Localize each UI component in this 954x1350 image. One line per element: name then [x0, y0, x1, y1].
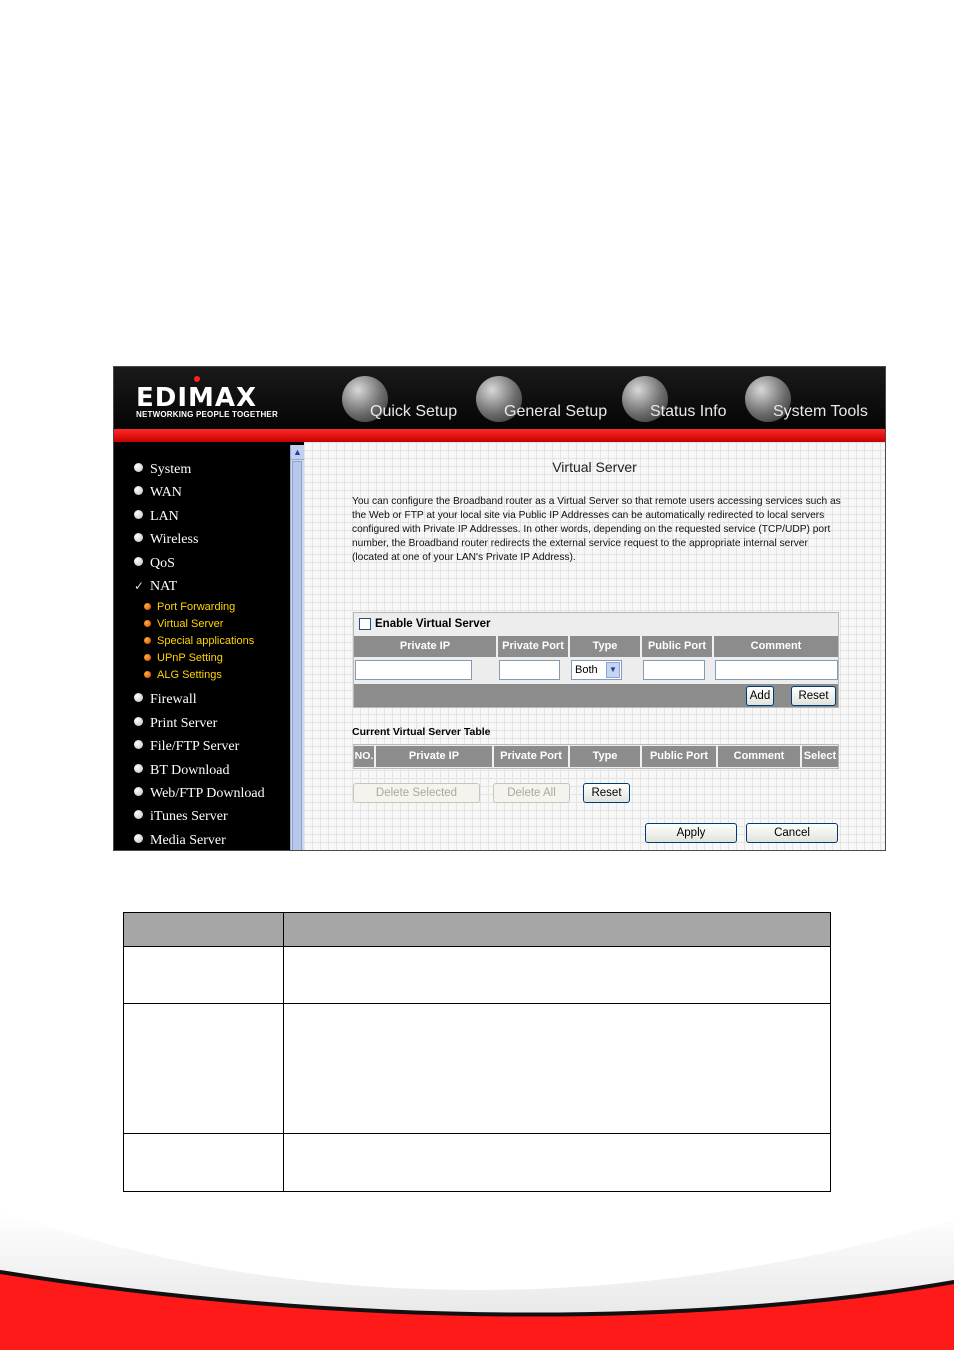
public-port-input[interactable] — [643, 660, 705, 680]
delete-all-button[interactable]: Delete All — [493, 783, 570, 803]
page-title: Virtual Server — [552, 459, 637, 475]
sidebar-item-web-ftp-download[interactable] — [134, 786, 265, 802]
add-button[interactable]: Add — [746, 686, 774, 706]
type-select-value: Both — [575, 664, 598, 676]
col-select: Select — [802, 746, 838, 767]
sidebar-item-lan[interactable] — [134, 509, 179, 525]
sidebar-item-file-ftp-server[interactable] — [134, 739, 239, 755]
enable-virtual-server-checkbox[interactable] — [359, 618, 371, 630]
col-type: Type — [570, 746, 642, 767]
sidebar-item-wireless[interactable] — [134, 532, 198, 548]
bullet-icon — [134, 764, 143, 773]
sidebar-item-wan[interactable] — [134, 485, 182, 501]
nav-general-setup-label: General Setup — [504, 403, 608, 420]
table-reset-button[interactable]: Reset — [583, 783, 630, 803]
bullet-icon — [134, 510, 143, 519]
current-table-title: Current Virtual Server Table — [352, 726, 491, 738]
col-private-port: Private Port — [498, 636, 570, 657]
row-divider — [124, 1003, 830, 1004]
sidebar-item-label: WAN — [150, 485, 182, 500]
sidebar-item-nat[interactable] — [134, 579, 177, 595]
col-type: Type — [570, 636, 642, 657]
sidebar-subitem-label: Special applications — [157, 635, 255, 647]
row-divider — [124, 1133, 830, 1134]
sidebar-subitem-alg-settings[interactable] — [144, 669, 222, 681]
delete-selected-button[interactable]: Delete Selected — [353, 783, 480, 803]
sidebar-item-label: Web/FTP Download — [150, 786, 265, 801]
sidebar-subitem-label: Port Forwarding — [157, 601, 236, 613]
bullet-icon — [134, 557, 143, 566]
apply-button[interactable]: Apply — [645, 823, 737, 843]
col-private-ip: Private IP — [376, 746, 494, 767]
cancel-button[interactable]: Cancel — [746, 823, 838, 843]
bullet-icon — [144, 603, 151, 610]
header-red-stripe — [114, 429, 885, 442]
private-ip-input[interactable] — [355, 660, 472, 680]
column-divider — [283, 913, 284, 1191]
form-reset-button[interactable]: Reset — [791, 686, 836, 706]
bullet-icon — [134, 486, 143, 495]
sidebar-item-label: File/FTP Server — [150, 739, 240, 754]
scroll-up-arrow-icon[interactable]: ▲ — [291, 445, 304, 460]
nav-status-info-label: Status Info — [650, 403, 727, 420]
col-comment: Comment — [718, 746, 802, 767]
sidebar-item-label: BT Download — [150, 763, 230, 778]
sidebar-subitem-upnp-setting[interactable] — [144, 652, 223, 664]
bullet-icon — [144, 637, 151, 644]
bullet-icon — [134, 810, 143, 819]
type-select[interactable] — [571, 660, 622, 680]
sidebar-item-firewall[interactable] — [134, 692, 197, 708]
sidebar-item-label: LAN — [150, 509, 179, 524]
form-button-bar — [354, 684, 838, 707]
comment-input[interactable] — [715, 660, 838, 680]
sidebar-item-label: QoS — [150, 556, 175, 571]
sidebar-item-label: Media Server — [150, 833, 226, 848]
table-header-row — [124, 913, 830, 947]
content-panel — [304, 442, 885, 851]
sidebar-item-label: Firewall — [150, 692, 197, 707]
logo-tagline: NETWORKING PEOPLE TOGETHER — [136, 410, 278, 419]
sidebar-item-itunes-server[interactable] — [134, 809, 228, 825]
logo-dot — [194, 376, 200, 382]
nav-system-tools-label: System Tools — [773, 403, 868, 420]
router-web-ui — [113, 366, 886, 851]
bullet-icon — [144, 654, 151, 661]
col-public-port: Public Port — [642, 746, 718, 767]
col-private-ip: Private IP — [354, 636, 498, 657]
sidebar-item-label: iTunes Server — [150, 809, 228, 824]
bullet-icon — [134, 533, 143, 542]
sidebar-subitem-virtual-server[interactable] — [144, 618, 223, 630]
sidebar-item-label: System — [150, 462, 192, 477]
sidebar-subitem-label: UPnP Setting — [157, 652, 223, 664]
col-public-port: Public Port — [642, 636, 714, 657]
sidebar-item-print-server[interactable] — [134, 716, 217, 732]
private-port-input[interactable] — [499, 660, 560, 680]
scrollbar-thumb[interactable] — [292, 461, 302, 851]
bullet-icon — [144, 620, 151, 627]
col-private-port: Private Port — [494, 746, 570, 767]
sidebar-subitem-label: ALG Settings — [157, 669, 222, 681]
bullet-icon — [144, 671, 151, 678]
sidebar-item-system[interactable] — [134, 462, 191, 478]
sidebar-item-label: Print Server — [150, 716, 218, 731]
bullet-icon — [134, 834, 143, 843]
col-comment: Comment — [714, 636, 838, 657]
sidebar-subitem-special-applications[interactable] — [144, 635, 254, 647]
col-no: NO. — [354, 746, 376, 767]
bullet-icon — [134, 717, 143, 726]
sidebar-item-label: Wireless — [150, 532, 199, 547]
current-virtual-server-table — [353, 744, 839, 769]
nav-quick-setup-label: Quick Setup — [370, 403, 458, 420]
sidebar-item-label: NAT — [150, 579, 178, 594]
bullet-icon — [134, 740, 143, 749]
header-bar — [114, 367, 885, 429]
bullet-icon — [134, 463, 143, 472]
parameter-description-table — [123, 912, 831, 1192]
sidebar-scrollbar[interactable] — [290, 445, 304, 851]
sidebar-item-qos[interactable] — [134, 556, 175, 572]
edimax-logo: EDIMAX — [136, 383, 258, 413]
sidebar-subitem-port-forwarding[interactable] — [144, 601, 235, 613]
checkmark-icon: ✓ — [134, 579, 145, 593]
sidebar-item-bt-download[interactable] — [134, 763, 229, 779]
sidebar — [114, 442, 290, 851]
chevron-down-icon[interactable]: ▼ — [606, 662, 620, 678]
bullet-icon — [134, 787, 143, 796]
enable-virtual-server-label: Enable Virtual Server — [375, 618, 491, 630]
sidebar-subitem-label: Virtual Server — [157, 618, 224, 630]
virtual-server-form — [353, 612, 839, 708]
bullet-icon — [134, 693, 143, 702]
sidebar-item-media-server[interactable] — [134, 833, 226, 849]
footer-swoosh — [0, 1200, 954, 1350]
page-description: You can configure the Broadband router as a Virtual Server so that remote users accessing services such as the Web or FTP at your local site via Public IP Addresses can be automatically redirected to local servers configured with Private IP Addresses. In other words, depending on the requested service (TCP/UDP) port number, the Broadband router redirects the external service request to the appropriate internal server (located at one of your LAN's Private IP Address). — [352, 496, 841, 564]
